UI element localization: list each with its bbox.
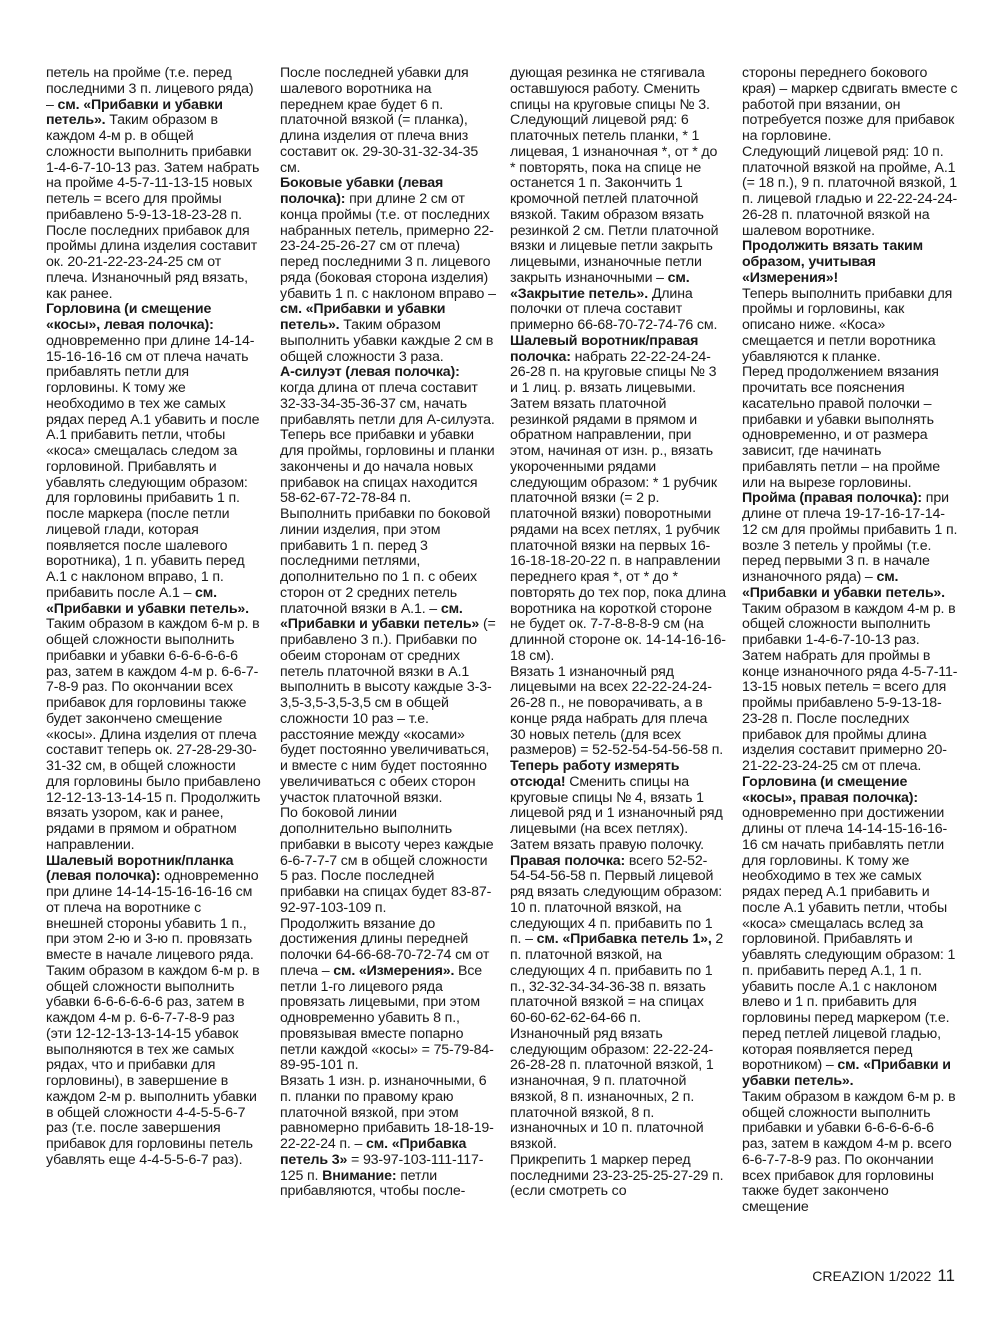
text-run: Сменить спицы на круговые спицы № 4, вязать 1 лицевой ряд и 1 изнаночный ряд лицевыми (на всех петлях). Затем вязать правую полочку. <box>510 773 723 853</box>
text-run: Вязать 1 изн. р. изнаночными, 6 п. планки по правому краю платочной вязкой, при этом равномерно прибавить 18-18-19-22-22-24 п. – <box>280 1073 494 1152</box>
text-run: Таким образом в каждом 4-м р. в общей сложности выполнить прибавки 1-4-6-7-10-13 раз. Затем набрать на пройме 4-5-7-11-13-15 новых петель = всего для проймы прибавлено 5-9-13-18-23-28 п. После последних прибавок для проймы длина изделия составит ок. 20-21-22-23-24-25 см от плеча. Изнаночный ряд вязать, как ранее. <box>46 112 260 302</box>
text-run: Длина полочки от плеча составит примерно 66-68-70-72-74-76 см. <box>510 285 718 333</box>
bold-heading-run: Правая полочка: <box>510 852 626 869</box>
bold-heading-run: Шалевый воротник/правая полочка: <box>510 332 699 365</box>
text-run: одновременно при длине 14-14-15-16-16-16 см от плеча на воротнике с внешней стороны убавить 1 п., при этом 2-ю и 3-ю п. провязать вместе в начале лицевого ряда. Таким образом в каждом 6-м р. в общей сложности выполнить убавки 6-6-6-6-6-6 раз, затем в каждом 4-м р. 6-6-7-7-8-9 раз (эти 12-12-13-13-14-15 убавок выполняются в тех же самых рядах, что и прибавки для горловины), в завершение в каждом 2-м р. выполнить убавки в общей сложности 4-4-5-5-6-7 раз (т.е. после завершения прибавок для горловины петель убавлять еще 4-4-5-5-6-7 раз). <box>46 868 260 1168</box>
text-run: После последней убавки для шалевого воротника на переднем крае будет 6 п. платочной вязкой (= планка), длина изделия от плеча вниз составит ок. 29-30-31-32-34-35 см. <box>280 65 479 176</box>
text-run: одновременно при достижении длины от плеча 14-14-15-16-16-16 см начать прибавлять петли для горловины. К тому же необходимо в тех же самых рядах перед А.1 прибавить и после А.1 убавить петли, чтобы «коса» смещалась вслед за горловиной. Прибавлять и убавлять следующим образом: 1 п. прибавить перед А.1, 1 п. убавить после А.1 с наклоном влево и 1 п. прибавить для горловины перед маркером (т.е. перед петлей лицевой гладью, которая появляется перед воротником) – <box>742 805 956 1074</box>
text-column-3 <box>510 66 726 1200</box>
bold-heading-run: см. «Прибавки и убавки петель». <box>742 569 945 601</box>
text-run: 2 п. платочной вязкой, на следующих 4 п. прибавить по 1 п., 32-32-34-34-36-38 п. вязать платочной вязкой = на спицах 60-60-62-62-64-66 п. <box>510 931 724 1026</box>
text-run: Изнаночный ряд вязать следующим образом: 22-22-24-26-28-28 п. платочной вязкой, 1 изнаночная, 9 п. платочной вязкой, 8 п. изнаночных, 2 п. платочной вязкой, 8 п. изнаночных и 10 п. платочной вязкой. <box>510 1025 714 1152</box>
text-run: Следующий лицевой ряд: 10 п. платочной вязкой на пройме, А.1 (= 18 п.), 9 п. платочной вязкой, 1 п. лицевой гладью и 22-22-24-24-26-28 п. платочной вязкой на шалевом воротнике. <box>742 143 958 239</box>
magazine-issue: CREAZION 1/2022 <box>812 1268 932 1284</box>
text-run: набрать 22-22-24-24-26-28 п. на круговые спицы № 3 и 1 лиц. р. вязать лицевыми. Затем вязать платочной резинкой рядами в прямом и обратном направлении, при этом, начиная от изн. р., вязать укороченными рядами следующим образом: * 1 рубчик платочной вязки (= 2 р. платочной вязки) поворотными рядами на всех петлях, 1 рубчик платочной вязки на первых 16-16-18-18-20-22 п. в направлении переднего края *, от * до * повторять до тех пор, пока длина воротника на короткой стороне не будет ок. 7-7-8-8-8-9 см (на длинной стороне ок. 14-14-16-16-18 см). <box>510 348 727 664</box>
text-run: Все петли 1-го лицевого ряда провязать лицевыми, при этом одновременно убавить 8 п., провязывая вместе попарно петли каждой «косы» = 75-79-84-89-95-101 п. <box>280 962 494 1074</box>
bold-heading-run: см. «Прибавки и убавки петель» <box>280 600 480 633</box>
text-run: Таким образом в каждом 6-м р. в общей сложности выполнить прибавки и убавки 6-6-6-6-6-6 раз, затем в каждом 4-м р. всего 6-6-7-7-8-9 раз. По окончании всех прибавок для горловины также будет закончено смещение <box>742 1088 956 1215</box>
text-run: Выполнить прибавки по боковой линии изделия, при этом прибавить 1 п. перед 3 последними петлями, дополнительно по 1 п. с обеих сторон от 2 средних петель платочной вязки в А.1. – <box>280 506 491 617</box>
bold-heading-run: см. «Измерения». <box>333 962 455 979</box>
text-run: Таким образом выполнить убавки каждые 2 см в общей сложности 3 раза. <box>280 317 494 365</box>
text-run: Таким образом в каждом 6-м р. в общей сложности выполнить прибавки и убавки 6-6-6-6-6-6 раз, затем в каждом 4-м р. 6-6-7-7-8-9 раз. По окончании всех прибавок для горловины также будет закончено смещение «косы». Длина изделия от плеча составит теперь ок. 27-28-29-30-31-32 см, в общей сложности для горловины было прибавлено 12-12-13-13-14-15 п. Продолжить вязать узором, как и ранее, рядами в прямом и обратном направлении. <box>46 616 261 853</box>
text-run: при длине от плеча 19-17-16-17-14-12 см для проймы прибавить 1 п. возле 3 петель у проймы (т.е. перед первыми 3 п. в начале изнаночного ряда) – <box>742 490 958 585</box>
text-run: Продолжить вязание до достижения длины передней полочки 64-66-68-70-72-74 см от плеча – <box>280 915 490 979</box>
bold-heading-run: см. «Прибавки и убавки петель». <box>46 584 249 617</box>
text-run: Вязать 1 изнаночный ряд лицевыми на всех 22-22-24-24-26-28 п., не поворачивать, а в конце ряда набрать для плеча 30 новых петель (для всех размеров) = 52-52-54-54-56-58 п. <box>510 663 724 759</box>
bold-heading-run: Теперь работу измерять отсюда! <box>510 758 680 790</box>
text-run: Таким образом в каждом 4-м р. в общей сложности выполнить прибавки 1-4-6-7-10-13 раз. Затем набрать для проймы в конце изнаночного ряда 4-5-7-11-13-15 новых петель = всего для проймы прибавлено 5-9-13-18-23-28 п. После последних прибавок для проймы длина изделия составит примерно 20-21-22-23-24-25 см от плеча. <box>742 600 958 774</box>
text-run: = 93-97-103-111-117-125 п. <box>280 1151 484 1184</box>
page-number: 11 <box>937 1266 955 1285</box>
text-run: петель на пройме (т.е. перед последними 3 п. лицевого ряда) – <box>46 65 254 113</box>
bold-heading-run: Продолжить вязать таким образом, учитывая «Измерения»! <box>742 238 923 286</box>
text-run: Перед продолжением вязания прочитать все пояснения касательно правой полочки – прибавки и убавки выполнять одновременно, и от размера зависит, где начинать прибавлять петли – на пройме или на вырезе горловины. <box>742 364 940 491</box>
text-run: (= прибавлено 3 п.). Прибавки по обеим сторонам от средних петель платочной вязки в А.1 выполнить в высоту каждые 3-3-3,5-3,5-3,5-3,5 см в общей сложности 10 раз – т.е. расстояние между «косами» будет постоянно увеличиваться, и вместе с ним будет постоянно увеличиваться с обеих сторон участок платочной вязки. <box>280 616 496 806</box>
text-run: стороны переднего бокового края) – маркер сдвигать вместе с работой при вязании, он потребуется позже для прибавок на горловине. <box>742 65 958 144</box>
bold-heading-run: см. «Прибавки и убавки петель». <box>46 96 223 129</box>
bold-heading-run: см. «Прибавка петель 1», <box>536 931 712 948</box>
bold-heading-run: Боковые убавки (левая полочка): <box>280 175 444 207</box>
text-run: Теперь выполнить прибавки для проймы и горловины, как описано ниже. «Коса» смещается и петли воротника убавляются к планке. <box>742 285 953 365</box>
text-column-4 <box>742 66 958 1216</box>
text-run: одновременно при длине 14-14-15-16-16-16 см от плеча начать прибавлять петли для горловины. К тому же необходимо в тех же самых рядах перед А.1 убавить и после А.1 прибавить петли, чтобы «коса» смещалась следом за горловиной. Прибавлять и убавлять следующим образом: для горловины прибавить 1 п. после маркера (после петли лицевой глади, которая появляется после шалевого воротника), 1 п. убавить перед А.1 с наклоном вправо, 1 п. прибавить после А.1 – <box>46 332 260 601</box>
bold-heading-run: Горловина (и смещение «косы», правая полочка): <box>742 773 918 806</box>
bold-heading-run: см. «Закрытие петель». <box>510 269 690 302</box>
text-column-2 <box>280 66 496 1200</box>
bold-heading-run: см. «Прибавки и убавки петель». <box>742 1057 951 1089</box>
bold-heading-run: Шалевый воротник/планка (левая полочка): <box>46 852 234 885</box>
bold-heading-run: Внимание: <box>322 1167 397 1184</box>
text-run: всего 52-52-54-54-56-58 п. Первый лицевой ряд вязать следующим образом: 10 п. платочной вязкой, на следующих 4 п. прибавить по 1 п. – <box>510 852 723 948</box>
bold-heading-run: А-силуэт (левая полочка): <box>280 364 460 381</box>
page-footer <box>812 1266 955 1286</box>
bold-heading-run: Горловина (и смещение «косы», левая полочка): <box>46 301 214 333</box>
text-run: дующая резинка не стягивала оставшуюся работу. Сменить спицы на круговые спицы № 3. Следующий лицевой ряд: 6 платочных петель планки, * 1 лицевая, 1 изнаночная *, от * до * повторять, пока на спице не останется 1 п. Закончить 1 кромочной петлей платочной вязкой. Таким образом вязать резинкой 2 см. Петли платочной вязки и лицевые петли закрыть лицевыми, изнаночные петли закрыть изнаночными – <box>510 65 719 286</box>
text-run: петли прибавляются, чтобы после- <box>280 1167 466 1200</box>
text-run: при длине 2 см от конца проймы (т.е. от последних набранных петель, примерно 22-23-24-25-26-27 см от плеча) перед последними 3 п. лицевого ряда (боковая сторона изделия) убавить 1 п. с наклоном вправо – <box>280 191 496 302</box>
text-column-1 <box>46 66 262 1169</box>
text-run: По боковой линии дополнительно выполнить прибавки в высоту через каждые 6-6-7-7-7 см в общей сложности 5 раз. После последней прибавки на спицах будет 83-87-92-97-103-109 п. <box>280 805 494 916</box>
text-run: Прикрепить 1 маркер перед последними 23-23-25-25-27-29 п. (если смотреть со <box>510 1151 724 1200</box>
bold-heading-run: см. «Прибавка петель 3» <box>280 1136 467 1168</box>
text-run: когда длина от плеча составит 32-33-34-35-36-37 см, начать прибавлять петли для А-силуэта. Теперь все прибавки и убавки для проймы, горловины и планки закончены и до начала новых прибавок на спицах находится 58-62-67-72-78-84 п. <box>280 380 495 507</box>
bold-heading-run: Пройма (правая полочка): <box>742 490 922 507</box>
bold-heading-run: см. «Прибавки и убавки петель». <box>280 301 446 333</box>
